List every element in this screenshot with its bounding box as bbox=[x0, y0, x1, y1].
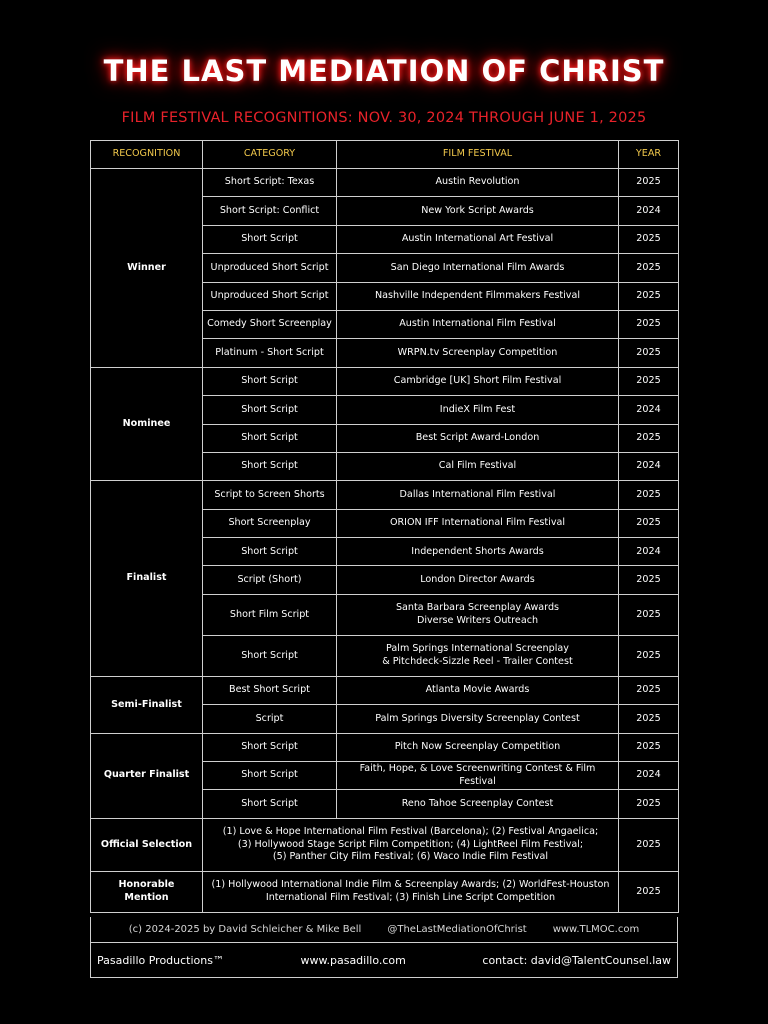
category-cell: Best Short Script bbox=[203, 676, 337, 704]
year-cell: 2024 bbox=[619, 538, 679, 566]
festival-cell: Dallas International Film Festival bbox=[337, 481, 619, 509]
festival-line: & Pitchdeck-Sizzle Reel - Trailer Contest bbox=[382, 655, 573, 667]
festival-cell: San Diego International Film Awards bbox=[337, 254, 619, 282]
festival-cell: Faith, Hope, & Love Screenwriting Contest & Film Festival bbox=[337, 762, 619, 790]
category-cell: Short Screenplay bbox=[203, 509, 337, 537]
category-cell: Script bbox=[203, 705, 337, 733]
festival-cell: New York Script Awards bbox=[337, 197, 619, 225]
recognitions-table bbox=[90, 140, 679, 913]
festival-cell: WRPN.tv Screenplay Competition bbox=[337, 339, 619, 367]
selection-line: (3) Hollywood Stage Script Film Competition; (4) LightReel Film Festival; bbox=[237, 838, 584, 850]
year-cell: 2024 bbox=[619, 396, 679, 424]
category-cell: Short Script bbox=[203, 538, 337, 566]
category-cell: Short Script bbox=[203, 790, 337, 818]
recognition-line: Honorable bbox=[118, 879, 175, 891]
table-row bbox=[91, 367, 679, 395]
year-cell: 2025 bbox=[619, 310, 679, 338]
year-cell: 2025 bbox=[619, 705, 679, 733]
table-row bbox=[91, 733, 679, 761]
page-title: THE LAST MEDIATION OF CHRIST bbox=[103, 54, 665, 88]
company-name: Pasadillo Productions™ bbox=[97, 954, 224, 967]
table-row bbox=[91, 676, 679, 704]
festival-cell: London Director Awards bbox=[337, 566, 619, 594]
year-cell: 2025 bbox=[619, 871, 679, 912]
recognition-cell: Quarter Finalist bbox=[91, 733, 203, 818]
festival-cell: Reno Tahoe Screenplay Contest bbox=[337, 790, 619, 818]
category-cell: Unproduced Short Script bbox=[203, 254, 337, 282]
category-cell: Comedy Short Screenplay bbox=[203, 310, 337, 338]
festival-line: Santa Barbara Screenplay Awards bbox=[395, 602, 560, 614]
year-cell: 2025 bbox=[619, 339, 679, 367]
selection-line: (5) Panther City Film Festival; (6) Waco Indie Film Festival bbox=[272, 851, 549, 863]
category-cell: Short Script bbox=[203, 733, 337, 761]
header-film-festival: FILM FESTIVAL bbox=[337, 141, 619, 169]
year-cell: 2024 bbox=[619, 762, 679, 790]
year-cell: 2025 bbox=[619, 169, 679, 197]
category-cell: Short Script bbox=[203, 396, 337, 424]
year-cell: 2025 bbox=[619, 225, 679, 253]
contact-email-link[interactable]: contact: david@TalentCounsel.law bbox=[482, 954, 671, 967]
year-cell: 2025 bbox=[619, 790, 679, 818]
year-cell: 2025 bbox=[619, 481, 679, 509]
festival-cell: Austin Revolution bbox=[337, 169, 619, 197]
festival-cell: Palm Springs Diversity Screenplay Contest bbox=[337, 705, 619, 733]
year-cell: 2025 bbox=[619, 818, 679, 871]
year-cell: 2025 bbox=[619, 676, 679, 704]
mention-list-cell bbox=[203, 871, 619, 912]
festival-cell: Atlanta Movie Awards bbox=[337, 676, 619, 704]
festival-cell: ORION IFF International Film Festival bbox=[337, 509, 619, 537]
social-handle: @TheLastMediationOfChrist bbox=[387, 924, 527, 935]
festival-cell: Nashville Independent Filmmakers Festival bbox=[337, 282, 619, 310]
recognition-cell: Nominee bbox=[91, 367, 203, 481]
recognition-cell: Semi-Finalist bbox=[91, 676, 203, 733]
copyright-text: (c) 2024-2025 by David Schleicher & Mike Bell bbox=[128, 924, 362, 935]
recognition-cell: Official Selection bbox=[91, 818, 203, 871]
festival-cell: Austin International Film Festival bbox=[337, 310, 619, 338]
year-cell: 2024 bbox=[619, 452, 679, 480]
table-row bbox=[91, 481, 679, 509]
festival-cell: Austin International Art Festival bbox=[337, 225, 619, 253]
festival-cell: Pitch Now Screenplay Competition bbox=[337, 733, 619, 761]
year-cell: 2025 bbox=[619, 566, 679, 594]
category-cell: Script (Short) bbox=[203, 566, 337, 594]
selection-list-cell bbox=[203, 818, 619, 871]
recognition-line: Mention bbox=[124, 891, 169, 903]
festival-cell: Best Script Award-London bbox=[337, 424, 619, 452]
category-cell: Script to Screen Shorts bbox=[203, 481, 337, 509]
recognition-cell: Finalist bbox=[91, 481, 203, 677]
category-cell: Short Script bbox=[203, 367, 337, 395]
year-cell: 2025 bbox=[619, 635, 679, 676]
header-year: YEAR bbox=[619, 141, 679, 169]
category-cell: Short Script bbox=[203, 635, 337, 676]
category-cell: Platinum - Short Script bbox=[203, 339, 337, 367]
festival-cell: IndieX Film Fest bbox=[337, 396, 619, 424]
footer bbox=[90, 917, 678, 978]
category-cell: Short Script bbox=[203, 225, 337, 253]
category-cell: Short Script bbox=[203, 452, 337, 480]
category-cell: Short Script: Texas bbox=[203, 169, 337, 197]
table-row bbox=[91, 871, 679, 912]
category-cell: Unproduced Short Script bbox=[203, 282, 337, 310]
recognition-cell: Winner bbox=[91, 169, 203, 368]
festival-cell: Cambridge [UK] Short Film Festival bbox=[337, 367, 619, 395]
contact-row bbox=[91, 943, 677, 978]
category-cell: Short Script: Conflict bbox=[203, 197, 337, 225]
festival-line: Diverse Writers Outreach bbox=[416, 614, 539, 626]
year-cell: 2025 bbox=[619, 594, 679, 635]
website-link[interactable]: www.TLMOC.com bbox=[552, 924, 640, 935]
year-cell: 2025 bbox=[619, 282, 679, 310]
company-website-link[interactable]: www.pasadillo.com bbox=[300, 954, 406, 967]
page-subtitle: FILM FESTIVAL RECOGNITIONS: NOV. 30, 2024 THROUGH JUNE 1, 2025 bbox=[121, 110, 647, 126]
selection-line: (1) Love & Hope International Film Festival (Barcelona); (2) Festival Angaelica; bbox=[222, 826, 599, 838]
mention-line: (1) Hollywood International Indie Film & Screenplay Awards; (2) WorldFest-Houston bbox=[211, 879, 610, 891]
festival-line: Palm Springs International Screenplay bbox=[386, 643, 569, 655]
year-cell: 2025 bbox=[619, 733, 679, 761]
year-cell: 2025 bbox=[619, 367, 679, 395]
table-header-row bbox=[91, 141, 679, 169]
category-cell: Short Script bbox=[203, 424, 337, 452]
table-row bbox=[91, 169, 679, 197]
header-recognition: RECOGNITION bbox=[91, 141, 203, 169]
year-cell: 2025 bbox=[619, 424, 679, 452]
header-category: CATEGORY bbox=[203, 141, 337, 169]
category-cell: Short Film Script bbox=[203, 594, 337, 635]
year-cell: 2024 bbox=[619, 197, 679, 225]
festival-cell bbox=[337, 635, 619, 676]
festival-cell: Cal Film Festival bbox=[337, 452, 619, 480]
recognition-cell bbox=[91, 871, 203, 912]
credits-row bbox=[91, 917, 677, 943]
category-cell: Short Script bbox=[203, 762, 337, 790]
year-cell: 2025 bbox=[619, 509, 679, 537]
table-row bbox=[91, 818, 679, 871]
festival-cell: Independent Shorts Awards bbox=[337, 538, 619, 566]
festival-cell bbox=[337, 594, 619, 635]
year-cell: 2025 bbox=[619, 254, 679, 282]
mention-line: International Film Festival; (3) Finish Line Script Competition bbox=[265, 891, 556, 903]
